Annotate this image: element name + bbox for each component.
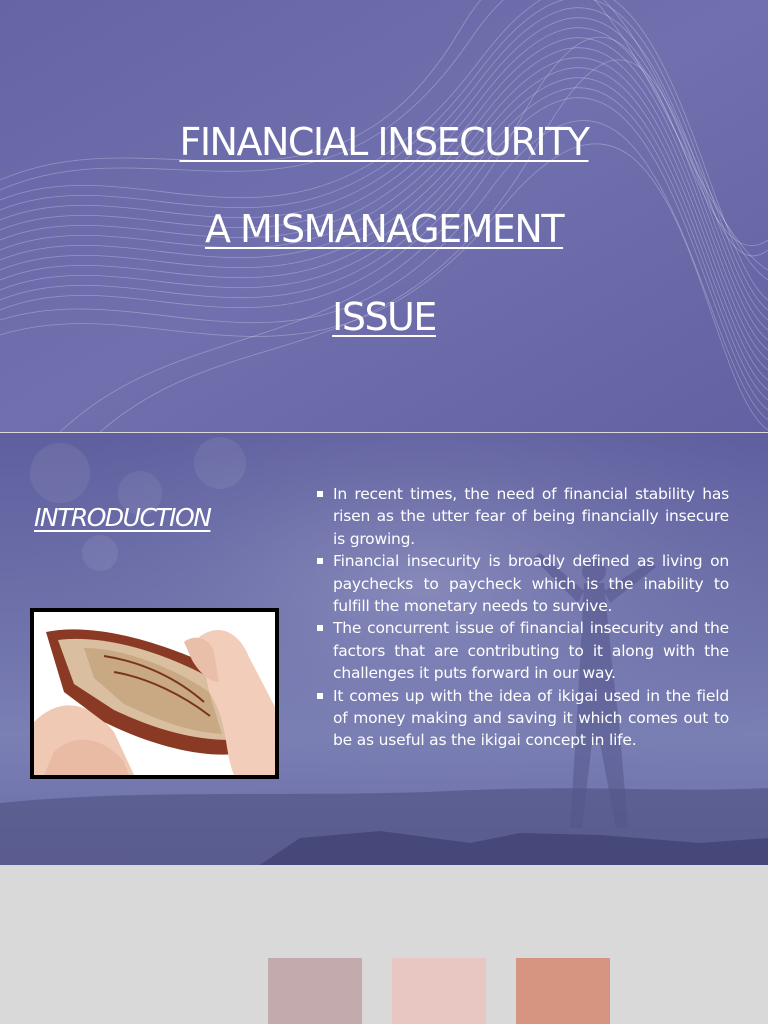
wallet-photo [30, 608, 279, 779]
bullet-item: Financial insecurity is broadly defined as living on paychecks to paycheck which is the inability to fulfill the monetary needs to survive. [314, 550, 729, 617]
introduction-heading: INTRODUCTION [34, 503, 211, 532]
introduction-slide [0, 433, 768, 865]
title-slide [0, 0, 768, 432]
bullet-item: In recent times, the need of financial stability has risen as the utter fear of being financially insecure is growing. [314, 483, 729, 550]
bullet-item: The concurrent issue of financial insecurity and the factors that are contributing to it along with the challenges it puts forward in our way. [314, 617, 729, 684]
color-swatch-2 [392, 958, 486, 1024]
title-line-3: ISSUE [332, 295, 436, 339]
bullet-item: It comes up with the idea of ikigai used in the field of money making and saving it which comes out to be as useful as the ikigai concept in life. [314, 685, 729, 752]
title-line-1: FINANCIAL INSECURITY [179, 120, 589, 164]
introduction-bullet-list [314, 483, 729, 752]
color-swatch-3 [516, 958, 610, 1024]
title-line-2: A MISMANAGEMENT [204, 207, 564, 251]
color-swatch-1 [268, 958, 362, 1024]
empty-wallet-photo-icon [34, 612, 275, 775]
